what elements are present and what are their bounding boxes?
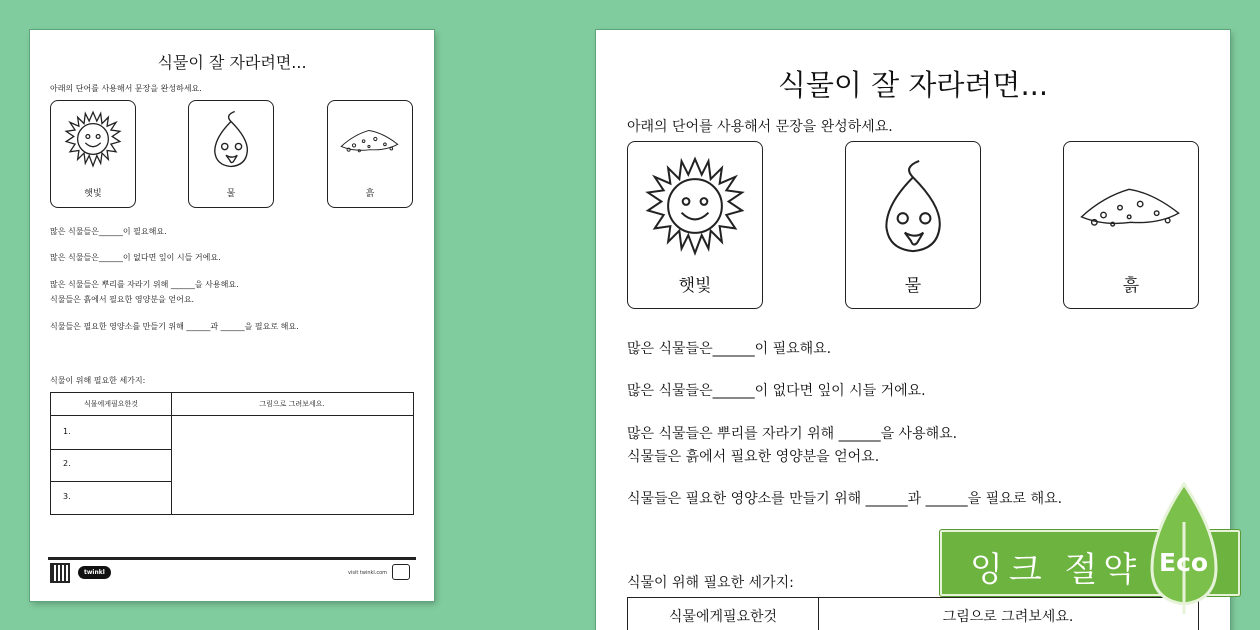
card-soil-large [1063,141,1199,309]
footer-badge-icon [392,564,410,580]
needs-table [50,392,414,515]
card-label-soil-large: 흙 [1122,276,1140,296]
table-row-1: 1. [63,427,71,436]
card-label-soil: 흙 [365,189,375,199]
card-water-large [845,141,981,309]
sentence-5-large: 식물들은 필요한 영양소를 만들기 위해 ______과 ______을 필요로 해요. [627,491,1063,507]
table-header-draw: 그림으로 그려보세요. [259,400,325,408]
sentence-3-large: 많은 식물들은 뿌리를 자라기 위해 ______을 사용해요. [627,426,958,442]
soil-pile-icon [338,119,402,159]
table-caption-large: 식물이 위해 필요한 세가지: [627,575,794,591]
sentence-1-large: 많은 식물들은______이 필요해요. [627,341,832,357]
sun-icon [639,150,751,262]
needs-table-large [627,597,1199,630]
card-sunlight-large [627,141,763,309]
worksheet-title: 식물이 잘 자라려면... [157,53,307,72]
table-caption: 식물이 위해 필요한 세가지: [50,376,146,385]
sentence-1: 많은 식물들은______이 필요해요. [50,227,167,236]
soil-pile-icon [1076,176,1186,232]
water-drop-icon [206,107,256,171]
water-drop-icon [872,154,954,258]
sentence-4-large: 식물들은 흙에서 필요한 영양분을 얻어요. [627,449,880,465]
worksheet-instruction: 아래의 단어를 사용해서 문장을 완성하세요. [50,84,202,93]
table-row-2: 2. [63,459,71,468]
table-row-3: 3. [63,492,71,501]
qr-code-icon [50,563,70,583]
footer-url: visit twinkl.com [348,570,388,576]
footer-divider [48,557,416,560]
card-label-sunlight-large: 햇빛 [678,276,712,296]
worksheet-title-large: 식물이 잘 자라려면... [777,68,1049,102]
sentence-4: 식물들은 흙에서 필요한 영양분을 얻어요. [50,295,195,304]
sentence-3: 많은 식물들은 뿌리를 자라기 위해 ______을 사용해요. [50,280,239,289]
eco-banner-text: 잉크 절약 [970,550,1143,590]
twinkl-logo: twinkl [78,566,111,579]
card-label-water: 물 [226,189,236,199]
table-header-needs-large: 식물에게필요한것 [668,609,778,625]
card-label-sunlight: 햇빛 [84,189,102,199]
card-label-water-large: 물 [904,276,922,296]
worksheet-preview-small [30,30,434,601]
sentence-2-large: 많은 식물들은______이 없다면 잎이 시들 거에요. [627,383,926,399]
sentence-2: 많은 식물들은______이 없다면 잎이 시들 거에요. [50,253,221,262]
worksheet-instruction-large: 아래의 단어를 사용해서 문장을 완성하세요. [627,119,893,135]
table-header-draw-large: 그림으로 그려보세요. [942,609,1074,625]
eco-label: Eco [1159,548,1209,577]
card-water [188,100,274,208]
card-soil [327,100,413,208]
table-header-needs: 식물에게필요한것 [83,400,139,408]
card-sunlight [50,100,136,208]
sentence-5: 식물들은 필요한 영양소를 만들기 위해 ______과 ______을 필요로 해요. [50,322,299,331]
sun-icon [61,107,125,171]
